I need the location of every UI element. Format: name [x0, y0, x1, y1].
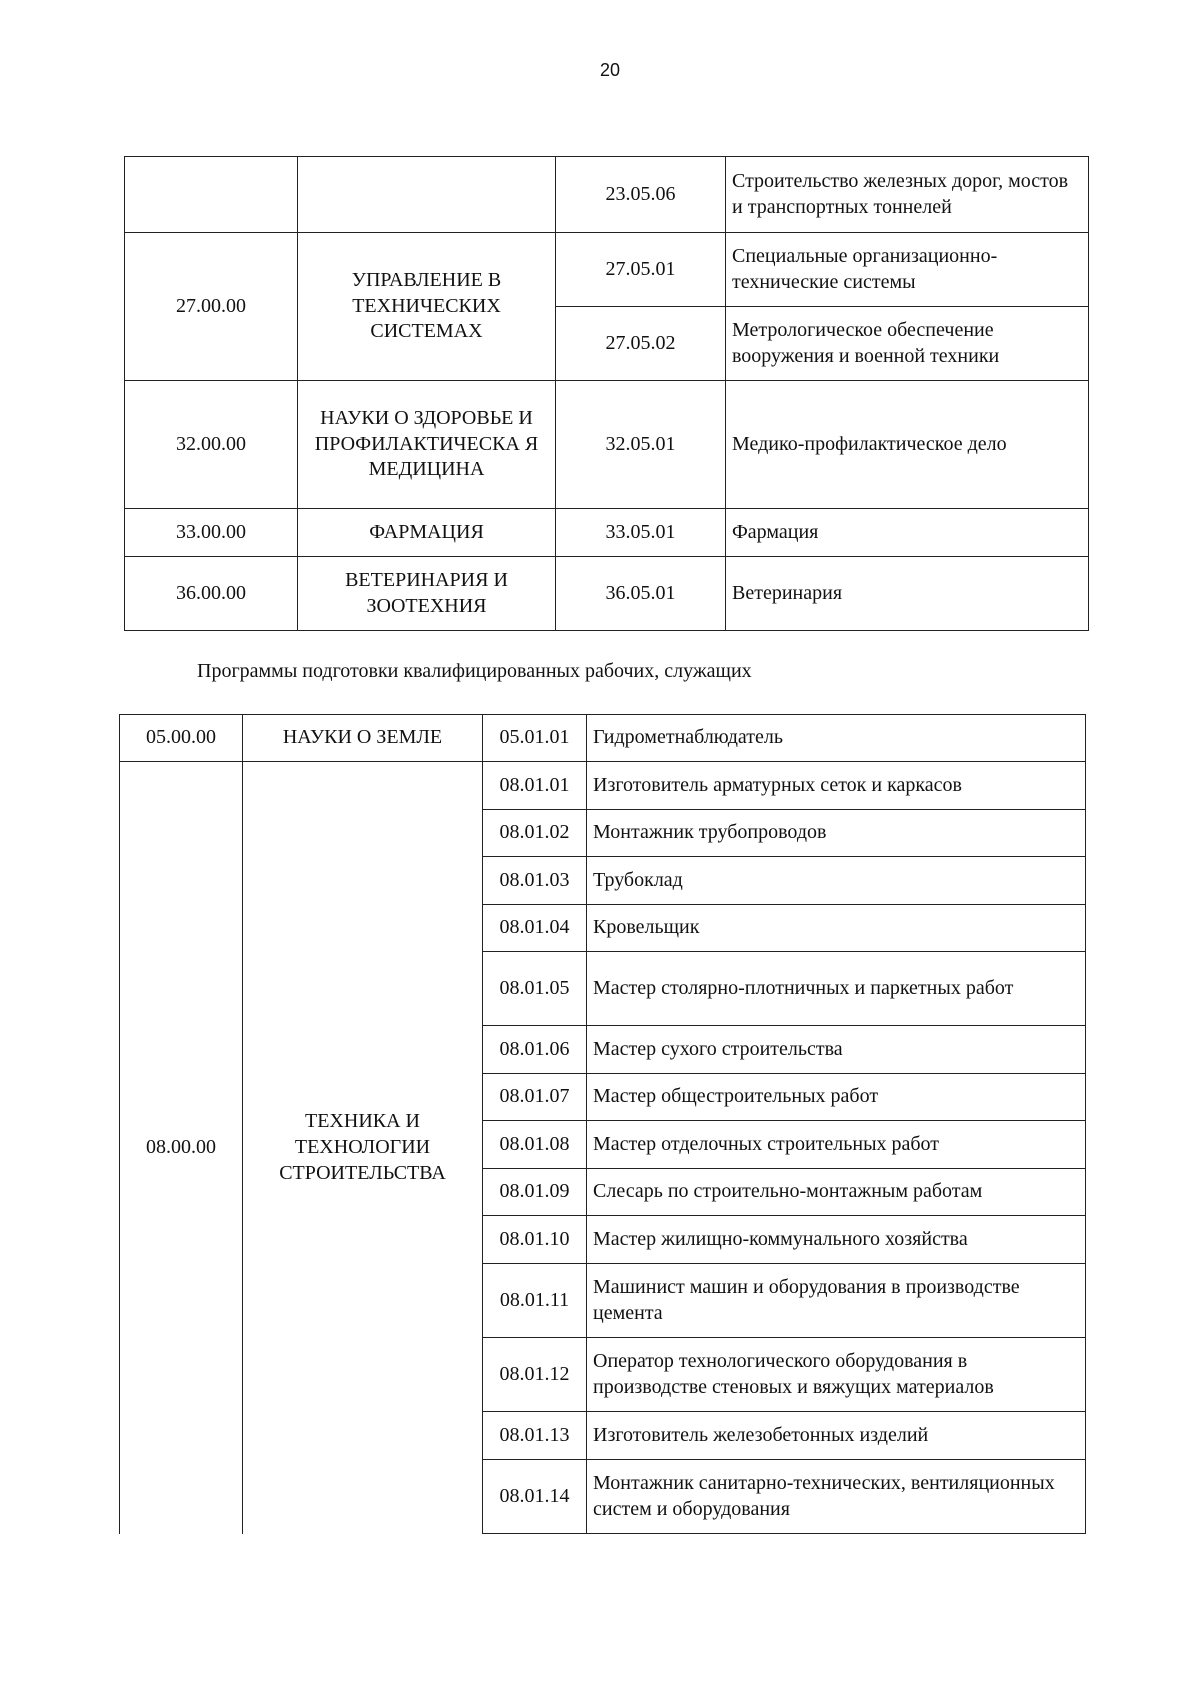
group-name-cell: НАУКИ О ЗДОРОВЬЕ И ПРОФИЛАКТИЧЕСКА Я МЕДИЦИНА: [298, 381, 556, 509]
table-row: [120, 762, 1086, 810]
table-row: [125, 557, 1089, 631]
spec-name-cell: Гидрометнаблюдатель: [587, 715, 1086, 762]
spec-name-cell: Монтажник трубопроводов: [587, 810, 1086, 857]
spec-name-cell: Мастер общестроительных работ: [587, 1074, 1086, 1121]
spec-code-cell: 05.01.01: [483, 715, 587, 762]
group-name-cell: [298, 157, 556, 233]
table-row: [120, 715, 1086, 762]
page-number: 20: [599, 60, 621, 80]
spec-code-cell: 32.05.01: [556, 381, 726, 509]
group-code-cell: 08.00.00: [120, 762, 243, 1534]
spec-name-cell: Монтажник санитарно-технических, вентиляционных систем и оборудования: [587, 1460, 1086, 1534]
spec-name-cell: Мастер отделочных строительных работ: [587, 1121, 1086, 1169]
spec-code-cell: 27.05.01: [556, 233, 726, 307]
spec-name-cell: Машинист машин и оборудования в производстве цемента: [587, 1264, 1086, 1338]
spec-name-cell: Мастер сухого строительства: [587, 1026, 1086, 1074]
spec-name-cell: Изготовитель железобетонных изделий: [587, 1412, 1086, 1460]
spec-name-cell: Ветеринария: [726, 557, 1089, 631]
spec-name-cell: Кровельщик: [587, 905, 1086, 952]
group-name-cell: НАУКИ О ЗЕМЛЕ: [243, 715, 483, 762]
table-row: [125, 509, 1089, 557]
spec-name-cell: Оператор технологического оборудования в производстве стеновых и вяжущих материалов: [587, 1338, 1086, 1412]
spec-name-cell: Мастер жилищно-коммунального хозяйства: [587, 1216, 1086, 1264]
spec-code-cell: 08.01.06: [483, 1026, 587, 1074]
spec-code-cell: 08.01.10: [483, 1216, 587, 1264]
spec-code-cell: 08.01.12: [483, 1338, 587, 1412]
spec-name-cell: Фармация: [726, 509, 1089, 557]
specialties-table: [124, 156, 1089, 631]
group-code-cell: 05.00.00: [120, 715, 243, 762]
group-code-cell: 33.00.00: [125, 509, 298, 557]
spec-code-cell: 08.01.13: [483, 1412, 587, 1460]
group-name-cell: ВЕТЕРИНАРИЯ И ЗООТЕХНИЯ: [298, 557, 556, 631]
spec-code-cell: 08.01.03: [483, 857, 587, 905]
table-row: [125, 157, 1089, 233]
spec-code-cell: 08.01.11: [483, 1264, 587, 1338]
spec-code-cell: 36.05.01: [556, 557, 726, 631]
group-name-cell: ФАРМАЦИЯ: [298, 509, 556, 557]
spec-code-cell: 23.05.06: [556, 157, 726, 233]
section-heading: Программы подготовки квалифицированных рабочих, служащих: [197, 660, 752, 682]
spec-code-cell: 08.01.02: [483, 810, 587, 857]
table-row: [125, 233, 1089, 307]
table-row: [125, 381, 1089, 509]
spec-name-cell: Трубоклад: [587, 857, 1086, 905]
spec-name-cell: Медико-профилактическое дело: [726, 381, 1089, 509]
spec-name-cell: Строительство железных дорог, мостов и транспортных тоннелей: [726, 157, 1089, 233]
spec-code-cell: 33.05.01: [556, 509, 726, 557]
group-code-cell: [125, 157, 298, 233]
spec-name-cell: Метрологическое обеспечение вооружения и военной техники: [726, 307, 1089, 381]
spec-code-cell: 08.01.05: [483, 952, 587, 1026]
spec-name-cell: Изготовитель арматурных сеток и каркасов: [587, 762, 1086, 810]
spec-code-cell: 08.01.01: [483, 762, 587, 810]
spec-code-cell: 08.01.04: [483, 905, 587, 952]
spec-name-cell: Мастер столярно-плотничных и паркетных работ: [587, 952, 1086, 1026]
spec-code-cell: 27.05.02: [556, 307, 726, 381]
spec-code-cell: 08.01.09: [483, 1169, 587, 1216]
group-code-cell: 27.00.00: [125, 233, 298, 381]
group-name-cell: ТЕХНИКА И ТЕХНОЛОГИИ СТРОИТЕЛЬСТВА: [243, 762, 483, 1534]
group-code-cell: 36.00.00: [125, 557, 298, 631]
spec-code-cell: 08.01.07: [483, 1074, 587, 1121]
group-name-cell: УПРАВЛЕНИЕ В ТЕХНИЧЕСКИХ СИСТЕМАХ: [298, 233, 556, 381]
spec-code-cell: 08.01.08: [483, 1121, 587, 1169]
spec-code-cell: 08.01.14: [483, 1460, 587, 1534]
spec-name-cell: Слесарь по строительно-монтажным работам: [587, 1169, 1086, 1216]
workers-programs-table: [119, 714, 1086, 1534]
spec-name-cell: Специальные организационно-технические системы: [726, 233, 1089, 307]
group-code-cell: 32.00.00: [125, 381, 298, 509]
